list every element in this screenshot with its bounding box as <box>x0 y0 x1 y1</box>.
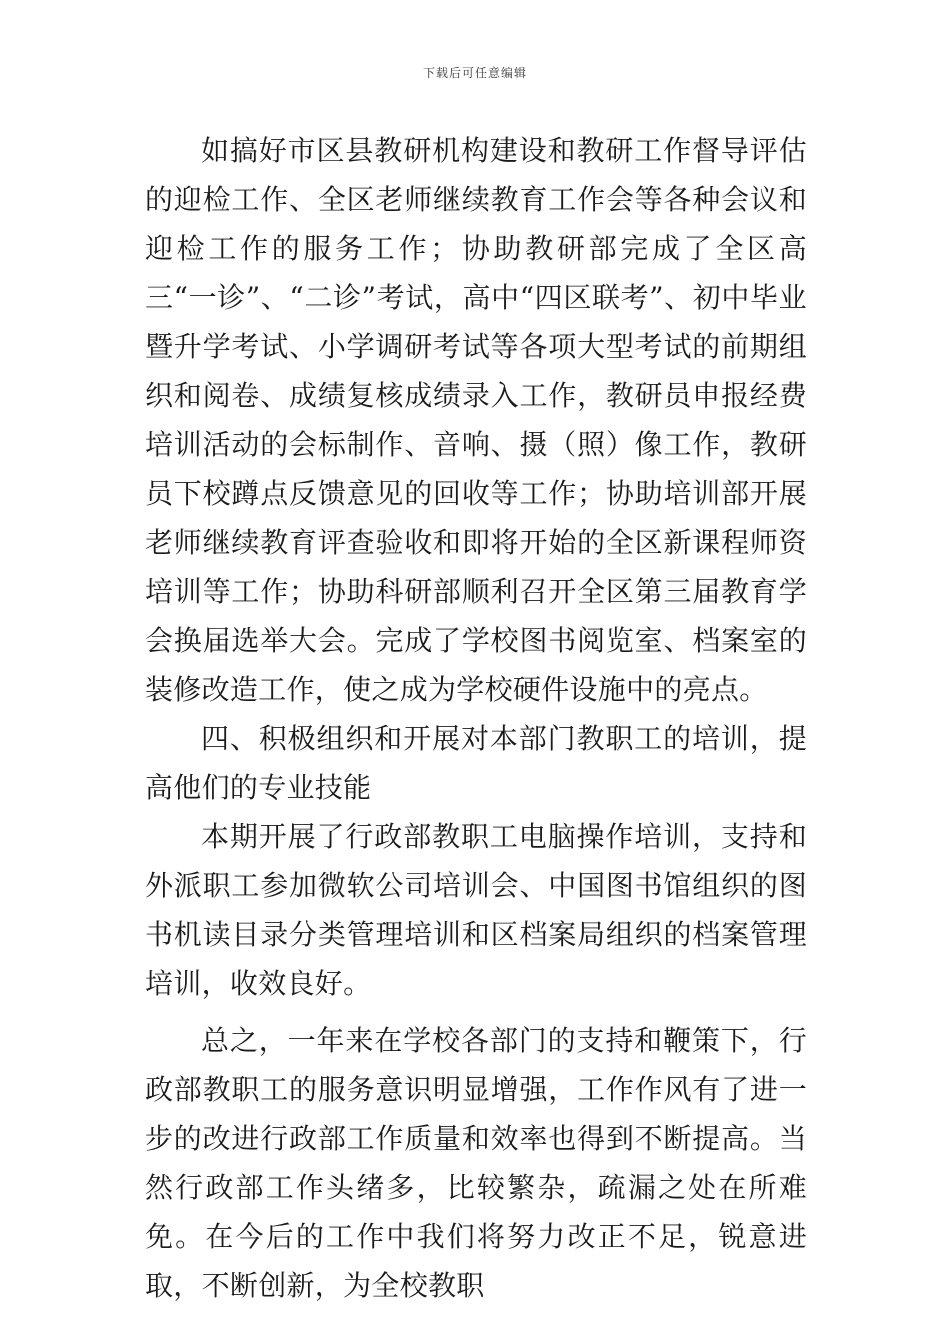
paragraph-summary: 总之，一年来在学校各部门的支持和鞭策下，行政部教职工的服务意识明显增强，工作作风有了进一步的改进行政部工作质量和效率也得到不断提高。当然行政部工作头绪多，比较繁杂，疏漏之处在所难免。在今后的工作中我们将努力改正不足，锐意进取，不断创新，为全校教职 <box>145 1024 807 1302</box>
paragraph-service-work: 如搞好市区县教研机构建设和教研工作督导评估的迎检工作、全区老师继续教育工作会等各种会议和迎检工作的服务工作；协助教研部完成了全区高三“一诊”、“二诊”考试，高中“四区联考”、初中毕业暨升学考试、小学调研考试等各项大型考试的前期组织和阅卷、成绩复核成绩录入工作，教研员申报经费培训活动的会标制作、音响、摄（照）像工作，教研员下校蹲点反馈意见的回收等工作；协助培训部开展老师继续教育评查验收和即将开始的全区新课程师资培训等工作；协助科研部顺利召开全区第三届教育学会换届选举大会。完成了学校图书阅览室、档案室的装修改造工作，使之成为学校硬件设施中的亮点。 <box>145 134 807 706</box>
header-note: 下载后可任意编辑 <box>422 66 527 80</box>
document-body <box>145 126 807 1310</box>
paragraph-training-details: 本期开展了行政部教职工电脑操作培训，支持和外派职工参加微软公司培训会、中国图书馆组织的图书机读目录分类管理培训和区档案局组织的档案管理培训，收效良好。 <box>145 820 807 1000</box>
section-heading-training: 四、积极组织和开展对本部门教职工的培训，提高他们的专业技能 <box>145 722 807 804</box>
